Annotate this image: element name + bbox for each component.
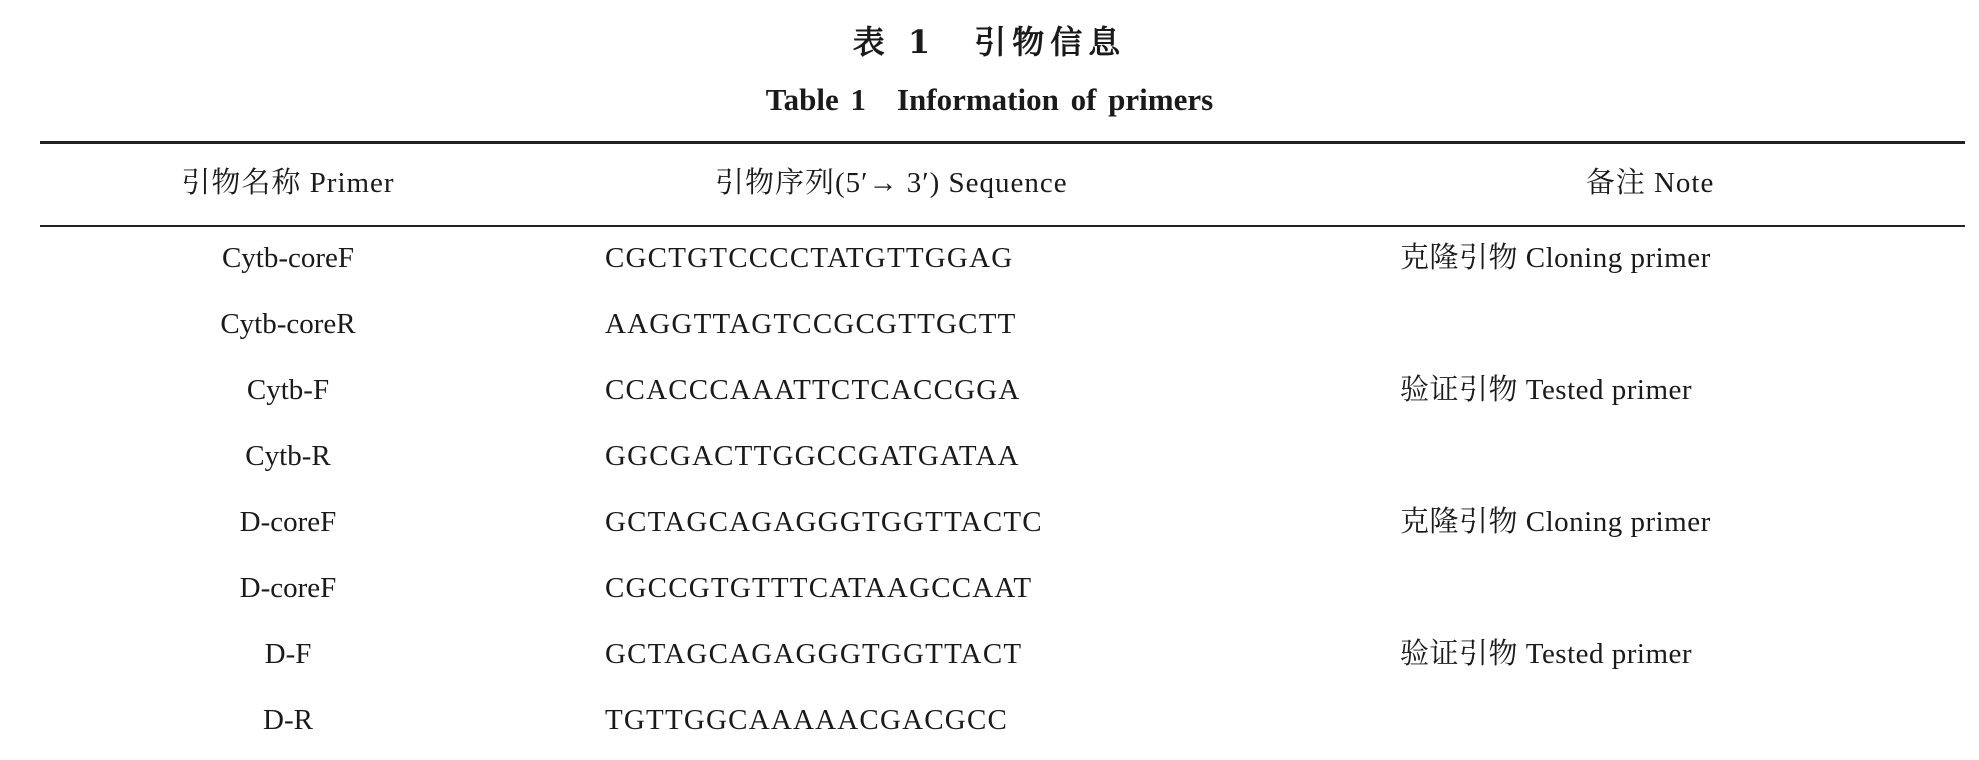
primer-name-cell: Cytb-R: [245, 440, 331, 472]
sequence-cell: TGTTGGCAAAAACGACGCC: [605, 704, 1009, 736]
table-title-en: Table 1 Information of primers: [765, 82, 1214, 117]
table-row: [0, 628, 1979, 694]
note-cell: 验证引物 Tested primer: [1400, 638, 1693, 670]
header-note: 备注 Note: [1585, 167, 1715, 199]
table-row: [0, 298, 1979, 364]
note-cell: [1400, 562, 1900, 628]
sequence-cell: AAGGTTAGTCCGCGTTGCTT: [605, 308, 1017, 340]
sequence-cell: CCACCCAAATTCTCACCGGA: [605, 374, 1021, 406]
note-cell: 克隆引物 Cloning primer: [1400, 506, 1711, 538]
table-body: [0, 232, 1979, 760]
primer-name-cell: D-coreF: [239, 506, 337, 538]
sequence-cell: GCTAGCAGAGGGTGGTTACTC: [605, 506, 1043, 538]
top-rule: [40, 141, 1965, 144]
primer-name-cell: Cytb-coreF: [221, 242, 355, 274]
note-cell: [1400, 298, 1900, 364]
table-row: [0, 430, 1979, 496]
note-cell: [1400, 694, 1900, 760]
table-row: [0, 364, 1979, 430]
note-cell: 克隆引物 Cloning primer: [1400, 242, 1711, 274]
table-title-cn: 表 1 引物信息: [852, 23, 1127, 61]
primer-name-cell: D-coreF: [239, 572, 337, 604]
header-primer: 引物名称 Primer: [181, 167, 395, 199]
header-rule: [40, 225, 1965, 227]
sequence-cell: CGCTGTCCCCTATGTTGGAG: [605, 242, 1014, 274]
header-sequence: 引物序列(5′→ 3′) Sequence: [715, 167, 1068, 199]
sequence-cell: GCTAGCAGAGGGTGGTTACT: [605, 638, 1023, 670]
sequence-cell: CGCCGTGTTTCATAAGCCAAT: [605, 572, 1033, 604]
table-row: [0, 496, 1979, 562]
note-cell: 验证引物 Tested primer: [1400, 374, 1693, 406]
table-row: [0, 694, 1979, 760]
primer-name-cell: D-R: [263, 704, 313, 736]
primer-name-cell: Cytb-F: [246, 374, 330, 406]
table-row: [0, 232, 1979, 298]
primer-name-cell: D-F: [264, 638, 312, 670]
table-row: [0, 562, 1979, 628]
sequence-cell: GGCGACTTGGCCGATGATAA: [605, 440, 1020, 472]
note-cell: [1400, 430, 1900, 496]
primer-name-cell: Cytb-coreR: [220, 308, 356, 340]
